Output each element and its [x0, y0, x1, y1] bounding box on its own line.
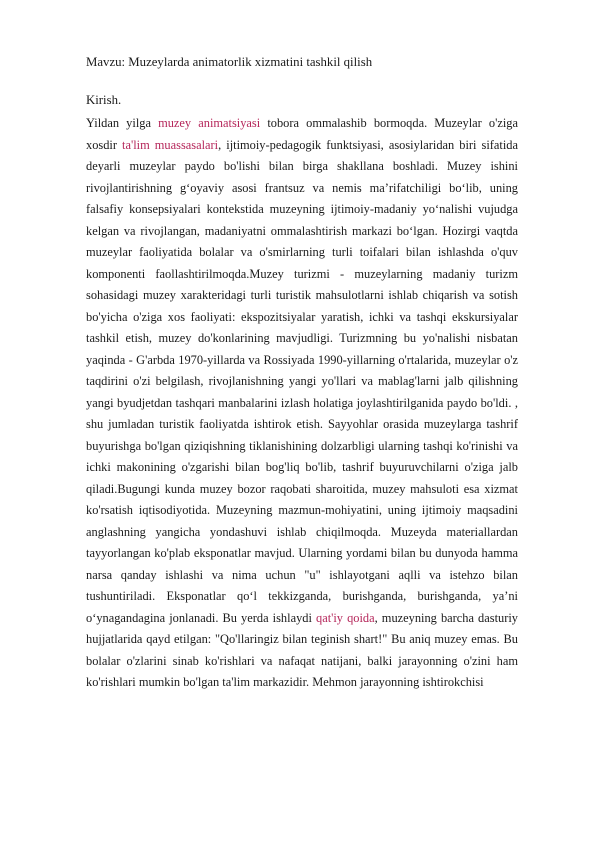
paragraph-text: tobora ommalashib bormoqda. Muzeylar o'ziga xosdir — [86, 116, 518, 152]
paragraph-text: , ijtimoiy-pedagogik funktsiyasi, asosiylaridan biri sifatida deyarli muzeylar paydo bo'lishi bilan birga shakllana boshladi. Muzey ishini rivojlantirishning g‘oyaviy asosi frantsuz va nemis ma’rifatchiligi bo‘lib, uning falsafiy konsepsiyalari kontekstida muzeyning ijtimoiy-madaniy yo‘nalishi vujudga kelgan va rivojlangan, madaniyatni ommalashtirish markazi bo‘lgan. Hozirgi vaqtda muzeylar faoliyatida bolalar va o'smirlarning turli toifalari bilan ishlashda o'quv komponenti faollashtirilmoqda.Muzey turizmi - muzeylarning madaniy turizm sohasidagi muzey xarakteridagi turli turistik mahsulotlarni ishlab chiqarish va sotish bo'yicha o'ziga xos faoliyati: ekspozitsiyalar yaratish, ichki va tashqi ekskursiyalar tashkil etish, muzey do'konlarining mavjudligi. Turizmning bu yo'nalishi nisbatan yaqinda - G'arbda 1970-yillarda va Rossiyada 1990-yillarning o'rtalarida, muzeylar o'z taqdirini o'zi belgilash, rivojlanishning yangi yo'llari va mablag'larni jalb qilishning yangi byudjetdan tashqari manbalarini izlash holatiga joylashtirilganida paydo bo'ldi. , shu jumladan turistik faoliyatda ishtirok etish. Sayyohlar orasida muzeylarga tashrif buyurishga bo'lgan qiziqishning tiklanishining dolzarbligi ularning tashqi ko'rinishi va ichki makonining o'zgarishi bilan bog'liq bo'lib, tashrif buyuruvchilarni o'ziga jalb qiladi.Bugungi kunda muzey bozor raqobati sharoitida, muzey mahsuloti esa xizmat ko'rsatish iqtisodiyotida. Muzeyning mazmun-mohiyatini, uning ijtimoiy maqsadini anglashning yangicha yondashuvi ishlab chiqilmoqda. Muzeyda materiallardan tayyorlangan ko'plab eksponatlar mavjud. Ularning yordami bilan bu dunyoda hamma narsa qanday ishlashi va nima uchun "u" ishlayotgani aqlli va istehzo bilan tushuntiriladi. Eksponatlar qo‘l tekkizganda, burishganda, burishganda, ya’ni o‘ynagandagina jonlanadi. Bu yerda ishlaydi — [86, 137, 518, 625]
body-paragraph — [86, 113, 518, 694]
document-title: Mavzu: Muzeylarda animatorlik xizmatini tashkil qilish — [86, 55, 373, 69]
paragraph-text: Yildan yilga — [86, 116, 159, 130]
link-qatiy-qoida[interactable]: qat'iy qoida — [316, 610, 375, 625]
section-heading: Kirish. — [86, 93, 122, 107]
link-muzey-animatsiyasi[interactable]: muzey animatsiyasi — [158, 116, 261, 130]
link-talim-muassasalari[interactable]: ta'lim muassasalari — [122, 137, 219, 152]
paragraph-text: , muzeyning barcha dasturiy hujjatlarida qayd etilgan: "Qo'llaringiz bilan teginish shart!" Bu aniq muzey emas. Bu bolalar o'zlarini sinab ko'rishlari va nafaqat natijani, balki jarayonning o'zini ham ko'rishlari mumkin bo'lgan ta'lim markazidir. Mehmon jarayonning ishtirokchisi — [86, 610, 518, 689]
